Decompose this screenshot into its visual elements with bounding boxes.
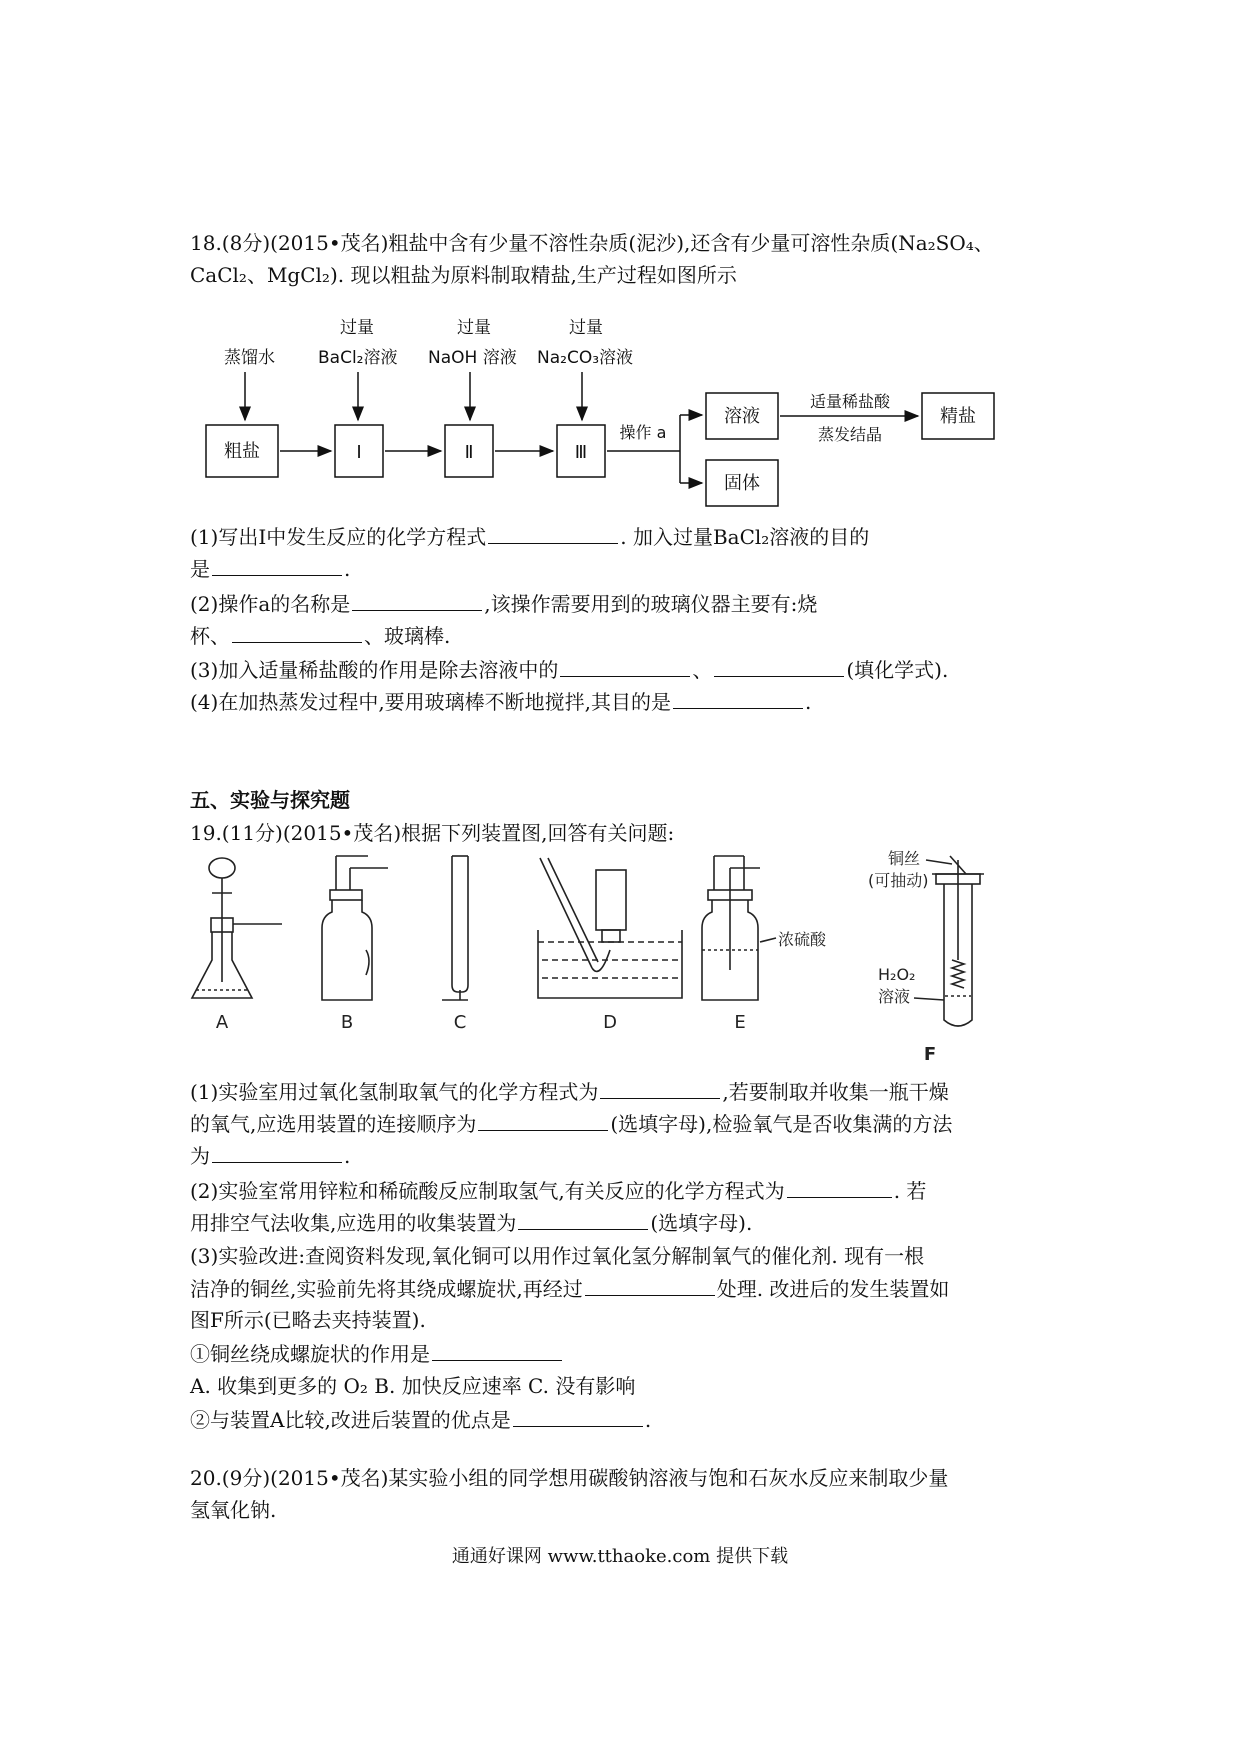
flow-excess1: 过量 xyxy=(340,318,374,338)
q18-part1-cont xyxy=(190,555,350,582)
q19-p3-text-e: ①铜丝绕成螺旋状的作用是 xyxy=(190,1342,430,1366)
apparatus-a xyxy=(192,858,282,998)
label-copper-wire: 铜丝 xyxy=(888,850,921,868)
label-pullable: (可抽动) xyxy=(868,871,929,890)
q19-p3-text-g: ②与装置A比较,改进后装置的优点是 xyxy=(190,1408,511,1432)
answer-blank[interactable] xyxy=(212,555,342,576)
label-d: D xyxy=(603,1012,617,1033)
flow-box1-label: Ⅰ xyxy=(356,442,362,463)
flow-acid-label: 适量稀盐酸 xyxy=(809,392,891,411)
flow-reagent2: NaOH 溶液 xyxy=(428,348,517,368)
q18-p3-text-a: (3)加入适量稀盐酸的作用是除去溶液中的 xyxy=(190,658,559,682)
answer-blank[interactable] xyxy=(560,656,690,677)
q19-p1-text-a: (1)实验室用过氧化氢制取氧气的化学方程式为 xyxy=(190,1080,599,1104)
flow-crude-label: 粗盐 xyxy=(224,441,260,462)
q18-p2-text-b: ,该操作需要用到的玻璃仪器主要有:烧 xyxy=(484,592,818,616)
flow-excess2: 过量 xyxy=(457,318,491,338)
flow-evap-label: 蒸发结晶 xyxy=(817,425,883,444)
q18-part2-cont xyxy=(190,622,450,649)
q18-line2: CaCl₂、MgCl₂). 现以粗盐为原料制取精盐,生产过程如图所示 xyxy=(190,263,737,287)
apparatus-e xyxy=(702,856,776,1000)
label-f: F xyxy=(923,1044,937,1065)
flow-solution-label: 溶液 xyxy=(724,406,760,427)
q18-part4 xyxy=(190,688,811,715)
label-c: C xyxy=(453,1012,467,1033)
q19-part1 xyxy=(190,1078,949,1105)
q19-p2-text-b: . 若 xyxy=(893,1179,927,1203)
flow-reagent1: BaCl₂溶液 xyxy=(318,348,398,368)
flow-op-label: 操作 a xyxy=(619,423,667,442)
q18-p1-text-a: (1)写出Ⅰ中发生反应的化学方程式 xyxy=(190,525,487,549)
answer-blank[interactable] xyxy=(232,622,362,643)
answer-blank[interactable] xyxy=(600,1078,720,1099)
q19-part3-sub2 xyxy=(190,1406,651,1433)
flow-fine-label: 精盐 xyxy=(940,406,976,427)
q19-part2-cont xyxy=(190,1209,752,1236)
q19-apparatus-figure xyxy=(0,850,1240,1065)
flow-solid-label: 固体 xyxy=(724,473,760,494)
q19-p1-text-f: . xyxy=(344,1144,351,1168)
q20-line2: 氢氧化钠. xyxy=(190,1498,277,1522)
label-b: B xyxy=(340,1012,354,1033)
q19-part3-cont2: 图F所示(已略去夹持装置). xyxy=(190,1308,426,1332)
flow-box2-label: Ⅱ xyxy=(464,442,474,463)
section-heading: 五、实验与探究题 xyxy=(190,788,350,812)
label-h2o2-solution: 溶液 xyxy=(878,987,911,1006)
q19-part1-cont xyxy=(190,1110,952,1137)
apparatus-d xyxy=(538,858,682,998)
flow-water-label: 蒸馏水 xyxy=(224,348,275,368)
q19-p3-text-b: 洁净的铜丝,实验前先将其绕成螺旋状,再经过 xyxy=(190,1277,583,1301)
q18-part1 xyxy=(190,523,869,550)
q19-title: 19.(11分)(2015•茂名)根据下列装置图,回答有关问题: xyxy=(190,821,675,845)
q18-p1-text-c: 是 xyxy=(190,557,210,581)
flow-reagent3: Na₂CO₃溶液 xyxy=(537,348,634,368)
q18-p1-text-b: . 加入过量BaCl₂溶液的目的 xyxy=(620,525,870,549)
q18-part2 xyxy=(190,590,817,617)
apparatus-b xyxy=(322,856,388,1000)
q19-p2-text-d: (选填字母). xyxy=(650,1211,753,1235)
q19-p1-text-e: 为 xyxy=(190,1144,210,1168)
q18-p2-text-a: (2)操作a的名称是 xyxy=(190,592,351,616)
q19-p1-text-c: 的氧气,应选用装置的连接顺序为 xyxy=(190,1112,477,1136)
label-conc-acid: 浓硫酸 xyxy=(778,930,827,949)
answer-blank[interactable] xyxy=(673,688,803,709)
answer-blank[interactable] xyxy=(488,523,618,544)
answer-blank[interactable] xyxy=(513,1406,643,1427)
answer-blank[interactable] xyxy=(714,656,844,677)
answer-blank[interactable] xyxy=(352,590,482,611)
answer-blank[interactable] xyxy=(478,1110,608,1131)
q19-part3-cont xyxy=(190,1275,949,1302)
apparatus-c xyxy=(442,856,468,1000)
answer-blank[interactable] xyxy=(432,1340,562,1361)
q20-line1: 20.(9分)(2015•茂名)某实验小组的同学想用碳酸钠溶液与饱和石灰水反应来制取少量 xyxy=(190,1466,949,1490)
q19-part3-sub1 xyxy=(190,1340,564,1367)
answer-blank[interactable] xyxy=(212,1142,342,1163)
q19-p2-text-c: 用排空气法收集,应选用的收集装置为 xyxy=(190,1211,517,1235)
q19-p1-text-b: ,若要制取并收集一瓶干燥 xyxy=(722,1080,949,1104)
q18-p3-text-c: (填化学式). xyxy=(846,658,949,682)
answer-blank[interactable] xyxy=(787,1177,892,1198)
q19-part3-options: A. 收集到更多的 O₂ B. 加快反应速率 C. 没有影响 xyxy=(190,1374,636,1398)
q18-p3-text-b: 、 xyxy=(692,658,713,682)
answer-blank[interactable] xyxy=(518,1209,648,1230)
q19-part1-cont2 xyxy=(190,1142,350,1169)
label-h2o2: H₂O₂ xyxy=(878,965,916,984)
q18-part3 xyxy=(190,656,948,683)
label-a: A xyxy=(215,1012,229,1033)
q18-p2-text-d: 、玻璃棒. xyxy=(364,624,451,648)
q19-p3-text-h: . xyxy=(644,1408,652,1432)
label-e: E xyxy=(734,1012,746,1033)
q18-p4-text-b: . xyxy=(805,690,812,714)
q19-part3: (3)实验改进:查阅资料发现,氧化铜可以用作过氧化氢分解制氧气的催化剂. 现有一根 xyxy=(190,1244,925,1268)
q19-p3-text-c: 处理. 改进后的发生装置如 xyxy=(716,1277,950,1301)
flow-excess3: 过量 xyxy=(569,318,603,338)
q18-p2-text-c: 杯、 xyxy=(190,624,230,648)
q18-line1: 18.(8分)(2015•茂名)粗盐中含有少量不溶性杂质(泥沙),还含有少量可溶性杂质(Na₂SO₄、 xyxy=(190,231,994,255)
flow-box3-label: Ⅲ xyxy=(574,442,588,463)
q19-p1-text-d: (选填字母),检验氧气是否收集满的方法 xyxy=(610,1112,953,1136)
q18-p1-text-d: . xyxy=(344,557,351,581)
q19-part2 xyxy=(190,1177,926,1204)
q18-p4-text-a: (4)在加热蒸发过程中,要用玻璃棒不断地搅拌,其目的是 xyxy=(190,690,672,714)
answer-blank[interactable] xyxy=(585,1275,715,1296)
page-footer: 通通好课网 www.tthaoke.com 提供下载 xyxy=(451,1546,789,1567)
q18-flow-diagram xyxy=(0,0,1240,520)
q19-p2-text-a: (2)实验室常用锌粒和稀硫酸反应制取氢气,有关反应的化学方程式为 xyxy=(190,1179,785,1203)
